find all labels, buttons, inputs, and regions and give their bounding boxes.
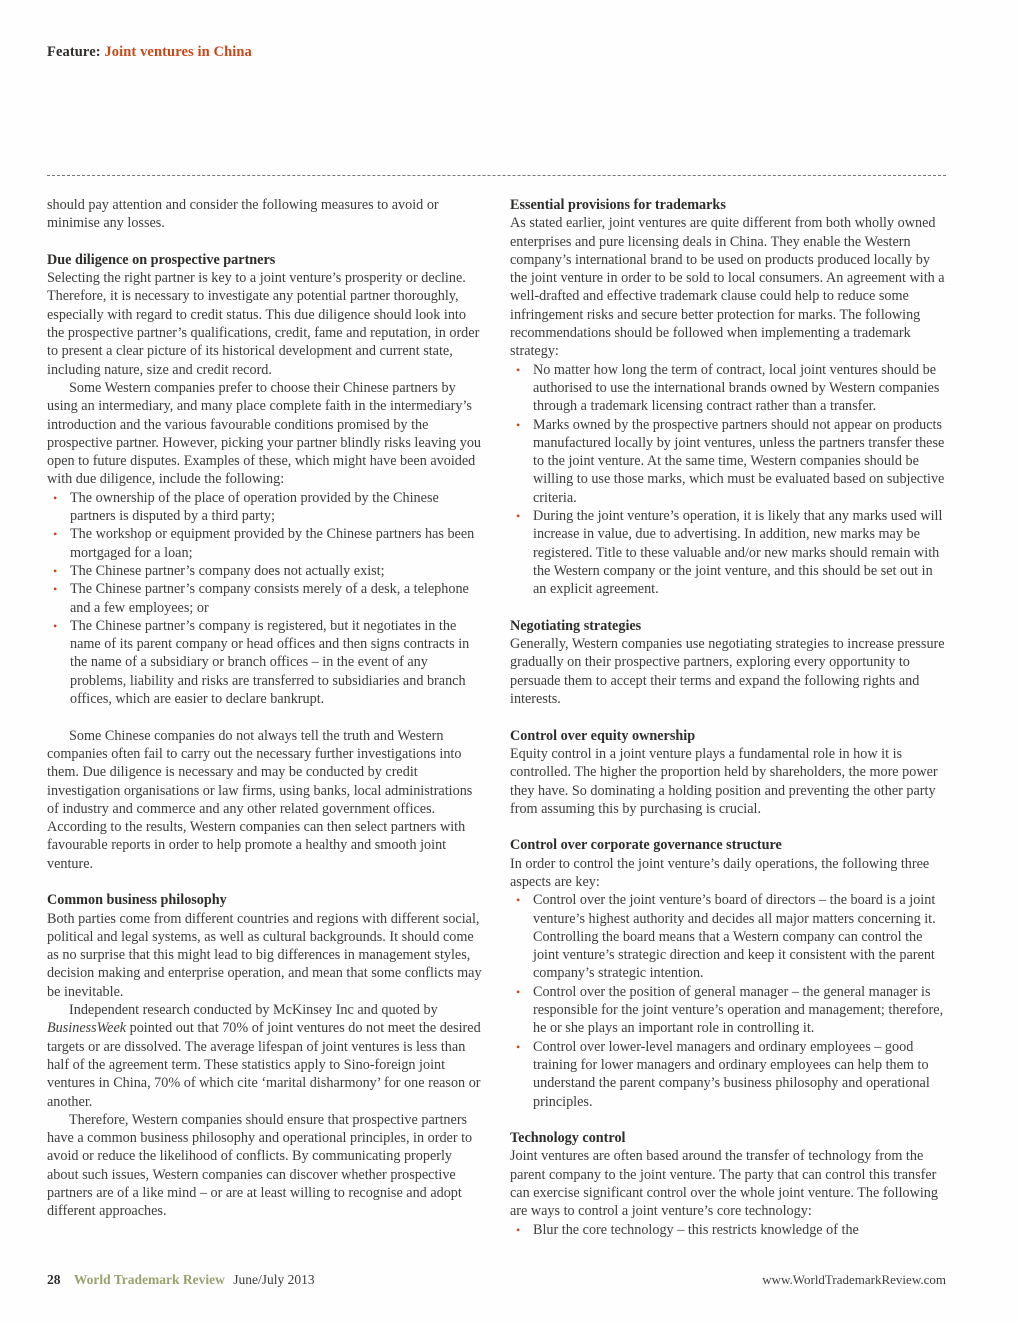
bullet-item: • The Chinese partner’s company is registered, but it negotiates in the name of its parent company or head offices and then signs contracts in the name of a subsidiary or branch offices – in the event of any problems, liability and risks are transferred to subsidiaries and branch offices, which are easier to declare bankrupt.: [47, 617, 483, 708]
bullet-item: • During the joint venture’s operation, it is likely that any marks used will increase in value, due to advertising. In addition, new marks may be registered. Title to these valuable and/or new marks should remain with the Western company or the joint venture, and this should be set out in an explicit agreement.: [510, 507, 946, 598]
page-footer: [47, 1272, 946, 1288]
dashed-divider: [47, 175, 946, 176]
bullet-list: [510, 361, 946, 599]
text-run: Independent research conducted by McKinsey Inc and quoted by: [69, 1002, 438, 1019]
feature-kicker: [47, 44, 252, 61]
paragraph: should pay attention and consider the following measures to avoid or minimise any losses.: [47, 197, 439, 232]
paragraph: Therefore, Western companies should ensure that prospective partners have a common business philosophy and operational principles, in order to avoid or reduce the likelihood of conflicts. By communicating properly about such issues, Western companies can discover whether prospective partners are of a like mind – or are at least willing to recognise and adopt different approaches.: [47, 1111, 473, 1220]
publication-name: World Trademark Review: [73, 1272, 225, 1287]
bullet-item: • The workshop or equipment provided by the Chinese partners has been mortgaged for a loan;: [47, 525, 483, 562]
kicker-label: Feature:: [47, 44, 101, 60]
paragraph: Some Western companies prefer to choose their Chinese partners by using an intermediary, and many place complete faith in the intermediary’s introduction and the various favourable conditions promised by the prospective partner. However, picking your partner blindly risks leaving you open to future disputes. Examples of these, which might have been avoided with due diligence, include the following:: [47, 379, 482, 488]
paragraph: Some Chinese companies do not always tell the truth and Western companies often fail to carry out the necessary further investigations into them. Due diligence is necessary and may be conducted by credit investigation organisations or law firms, using banks, local administrations of industry and commerce and any other related government offices. According to the results, Western companies can then select partners with favourable reports in order to help promote a healthy and smooth joint venture.: [47, 727, 473, 872]
sub-heading: Technology control: [510, 1130, 626, 1147]
bullet-item: • No matter how long the term of contract, local joint ventures should be authorised to use the international brands owned by Western companies through a trademark licensing contract rather than a transfer.: [510, 361, 946, 416]
italic-text: BusinessWeek: [47, 1020, 127, 1037]
paragraph: Joint ventures are often based around the transfer of technology from the parent company to the joint venture. The party that can control this transfer can exercise significant control over the whole joint venture. The following are ways to control a joint venture’s core technology:: [510, 1148, 938, 1220]
bullet-item: • Blur the core technology – this restricts knowledge of the: [510, 1221, 946, 1239]
section-heading: Due diligence on prospective partners: [47, 251, 276, 268]
left-column: [47, 196, 483, 1239]
section-heading: Negotiating strategies: [510, 617, 642, 634]
bullet-list: [47, 489, 483, 709]
sub-heading: Control over corporate governance structure: [510, 837, 782, 854]
paragraph: Equity control in a joint venture plays a fundamental role in how it is controlled. The higher the proportion held by shareholders, the more power they have. So dominating a holding position and preventing the other party from assuming this by purchasing is crucial.: [510, 745, 938, 817]
sub-heading: Control over equity ownership: [510, 727, 696, 744]
article-body: [47, 196, 946, 1239]
text-run: pointed out that 70% of joint ventures do not meet the desired targets or are dissolved. The average lifespan of joint ventures is less than half of the agreement term. These statistics apply to Sino-foreign joint ventures in China, 70% of which cite ‘marital disharmony’ for one reason or another.: [47, 1020, 481, 1110]
kicker-title: Joint ventures in China: [104, 44, 252, 60]
footer-left: [47, 1272, 315, 1288]
issue-date: June/July 2013: [233, 1272, 315, 1287]
bullet-item: • Control over the joint venture’s board of directors – the board is a joint venture’s highest authority and decides all major matters concerning it. Controlling the board means that a Western company can control the joint venture’s strategic direction and keep it consistent with the parent company’s strategic intention.: [510, 891, 946, 982]
bullet-list: [510, 1221, 946, 1239]
bullet-list: [510, 891, 946, 1111]
website-url: www.WorldTrademarkReview.com: [762, 1272, 946, 1287]
bullet-item: • The Chinese partner’s company consists merely of a desk, a telephone and a few employees; or: [47, 580, 483, 617]
page-number: 28: [47, 1272, 61, 1287]
paragraph: Generally, Western companies use negotiating strategies to increase pressure gradually on their prospective partners, exploring every opportunity to persuade them to accept their terms and expand the following rights and interests.: [510, 636, 945, 708]
paragraph: [47, 1001, 483, 1111]
paragraph: Selecting the right partner is key to a joint venture’s prosperity or decline. Therefore, it is necessary to investigate any potential partner thoroughly, especially with regard to credit status. This due diligence should look into the prospective partner’s qualifications, credit, fame and reputation, in order to present a clear picture of its historical development and current state, including nature, size and credit record.: [47, 270, 480, 378]
bullet-item: • Control over the position of general manager – the general manager is responsible for the joint venture’s operation and management; therefore, he or she plays an important role in controlling it.: [510, 983, 946, 1038]
section-heading: Common business philosophy: [47, 892, 227, 909]
bullet-item: • The Chinese partner’s company does not actually exist;: [47, 562, 483, 580]
section-heading: Essential provisions for trademarks: [510, 197, 726, 213]
paragraph: As stated earlier, joint ventures are quite different from both wholly owned enterprises and pure licensing deals in China. They enable the Western company’s international brand to be used on products produced locally by the joint venture in order to be sold to local consumers. An agreement with a well-drafted and effective trademark clause could help to reduce some infringement risks and secure better protection for marks. The following recommendations should be followed when implementing a trademark strategy:: [510, 215, 945, 360]
bullet-item: • The ownership of the place of operation provided by the Chinese partners is disputed by a third party;: [47, 489, 483, 526]
bullet-item: • Control over lower-level managers and ordinary employees – good training for lower managers and ordinary employees can help them to understand the parent company’s business philosophy and operational principles.: [510, 1038, 946, 1111]
bullet-item: • Marks owned by the prospective partners should not appear on products manufactured locally by joint ventures, unless the partners transfer these to the joint venture. At the same time, Western companies should be willing to use those marks, which must be evaluated based on subjective criteria.: [510, 416, 946, 507]
paragraph: In order to control the joint venture’s daily operations, the following three aspects are key:: [510, 855, 930, 890]
paragraph: Both parties come from different countries and regions with different social, political and legal systems, as well as cultural backgrounds. It should come as no surprise that this might lead to big differences in management styles, decision making and enterprise operation, and mean that some conflicts may be inevitable.: [47, 910, 482, 1000]
right-column: [510, 196, 946, 1239]
